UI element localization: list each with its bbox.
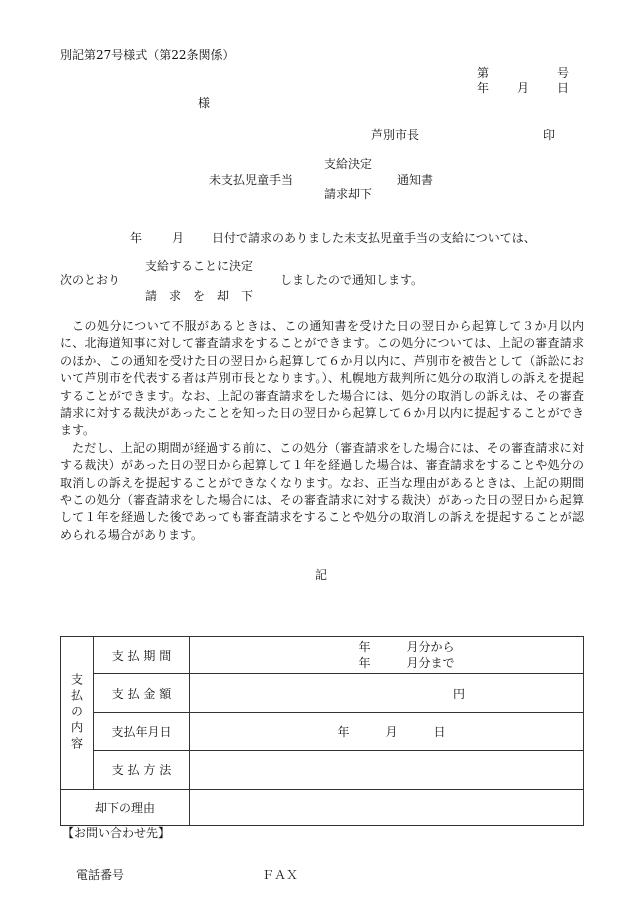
payment-period-cell[interactable]: [190, 637, 584, 674]
date-year: 年: [477, 81, 490, 95]
title-suffix: 通知書: [397, 173, 434, 187]
phone-label: 電話番号: [76, 868, 125, 882]
reject-reason-label: 却下の理由: [61, 789, 190, 825]
fax-label: ＦＡＸ: [262, 868, 299, 882]
payment-period-label: 支 払 期 間: [94, 637, 190, 674]
appeal-paragraph-1: この処分について不服があるときは、この通知書を受けた日の翌日から起算して３か月以内に、北海道知事に対して審査請求をすることができます。この処分については、上記の審査請求のほか、この通知を受けた日の翌日から起算して６か月以内に、芦別市を被告として（訴訟において芦別市を代表する者は芦別市長となります。）、札幌地方裁判所に処分の取消しの訴えを提起することができます。なお、上記の審査請求をした場合には、処分の取消しの訴えは、その審査請求に対する裁決があったことを知った日の翌日から起算して６か月以内に提起することができます。: [60, 319, 584, 438]
intro-sentence: 日付で請求のありました未支払児童手当の支給については、: [212, 231, 536, 245]
payment-group-label: 支払の内容: [69, 672, 84, 753]
seal-mark: 印: [543, 128, 556, 142]
ki-marker: 記: [315, 568, 328, 582]
reject-reason-cell[interactable]: [190, 789, 584, 825]
payment-period-to: 年 月分まで: [358, 656, 455, 671]
form-id: 別記第27号様式（第22条関係）: [60, 48, 235, 62]
issuer: 芦別市長: [371, 128, 420, 142]
intro-option-reject: 請 求 を 却 下: [145, 289, 254, 303]
payment-group-label-cell: [61, 637, 94, 790]
date-day: 日: [557, 81, 570, 95]
number-label-go: 号: [557, 66, 570, 80]
payment-amount-label: 支 払 金 額: [94, 674, 190, 712]
intro-prefix: 次のとおり: [60, 273, 121, 287]
appeal-paragraph-2: ただし、上記の期間が経過する前に、この処分（審査請求をした場合には、その審査請求に対する裁決）があった日の翌日から起算して１年を経過した場合は、審査請求をすることや処分の取消しの訴えを提起することができなくなります。なお、正当な理由があるときは、上記の期間やこの処分（審査請求をした場合には、その審査請求に対する裁決）があった日の翌日から起算して１年を経過した後であっても審査請求をすることや処分の取消しの訴えを提起することが認められる場合があります。: [60, 440, 584, 542]
contact-heading: 【お問い合わせ先】: [62, 826, 171, 840]
intro-option-grant: 支給することに決定: [145, 259, 254, 273]
title-subject: 未支払児童手当: [209, 173, 294, 187]
payment-date-cell[interactable]: [190, 712, 584, 750]
intro-year: 年: [130, 231, 143, 245]
addressee-honorific: 様: [198, 96, 211, 110]
number-label-dai: 第: [477, 66, 490, 80]
payment-date-value: 年 月 日: [337, 725, 446, 739]
intro-month: 月: [172, 231, 185, 245]
title-option-grant: 支給決定: [324, 157, 373, 171]
payment-amount-unit: 円: [452, 686, 465, 701]
payment-details-table: [60, 636, 584, 826]
title-option-reject: 請求却下: [324, 187, 373, 201]
payment-date-label: 支払年月日: [94, 712, 190, 750]
appeal-notice: [60, 318, 584, 544]
payment-method-cell[interactable]: [190, 751, 584, 789]
intro-suffix: しましたので通知します。: [280, 273, 424, 287]
payment-method-label: 支 払 方 法: [94, 751, 190, 789]
payment-amount-cell[interactable]: [190, 674, 584, 712]
payment-period-from: 年 月分から: [358, 640, 455, 655]
date-month: 月: [517, 81, 530, 95]
